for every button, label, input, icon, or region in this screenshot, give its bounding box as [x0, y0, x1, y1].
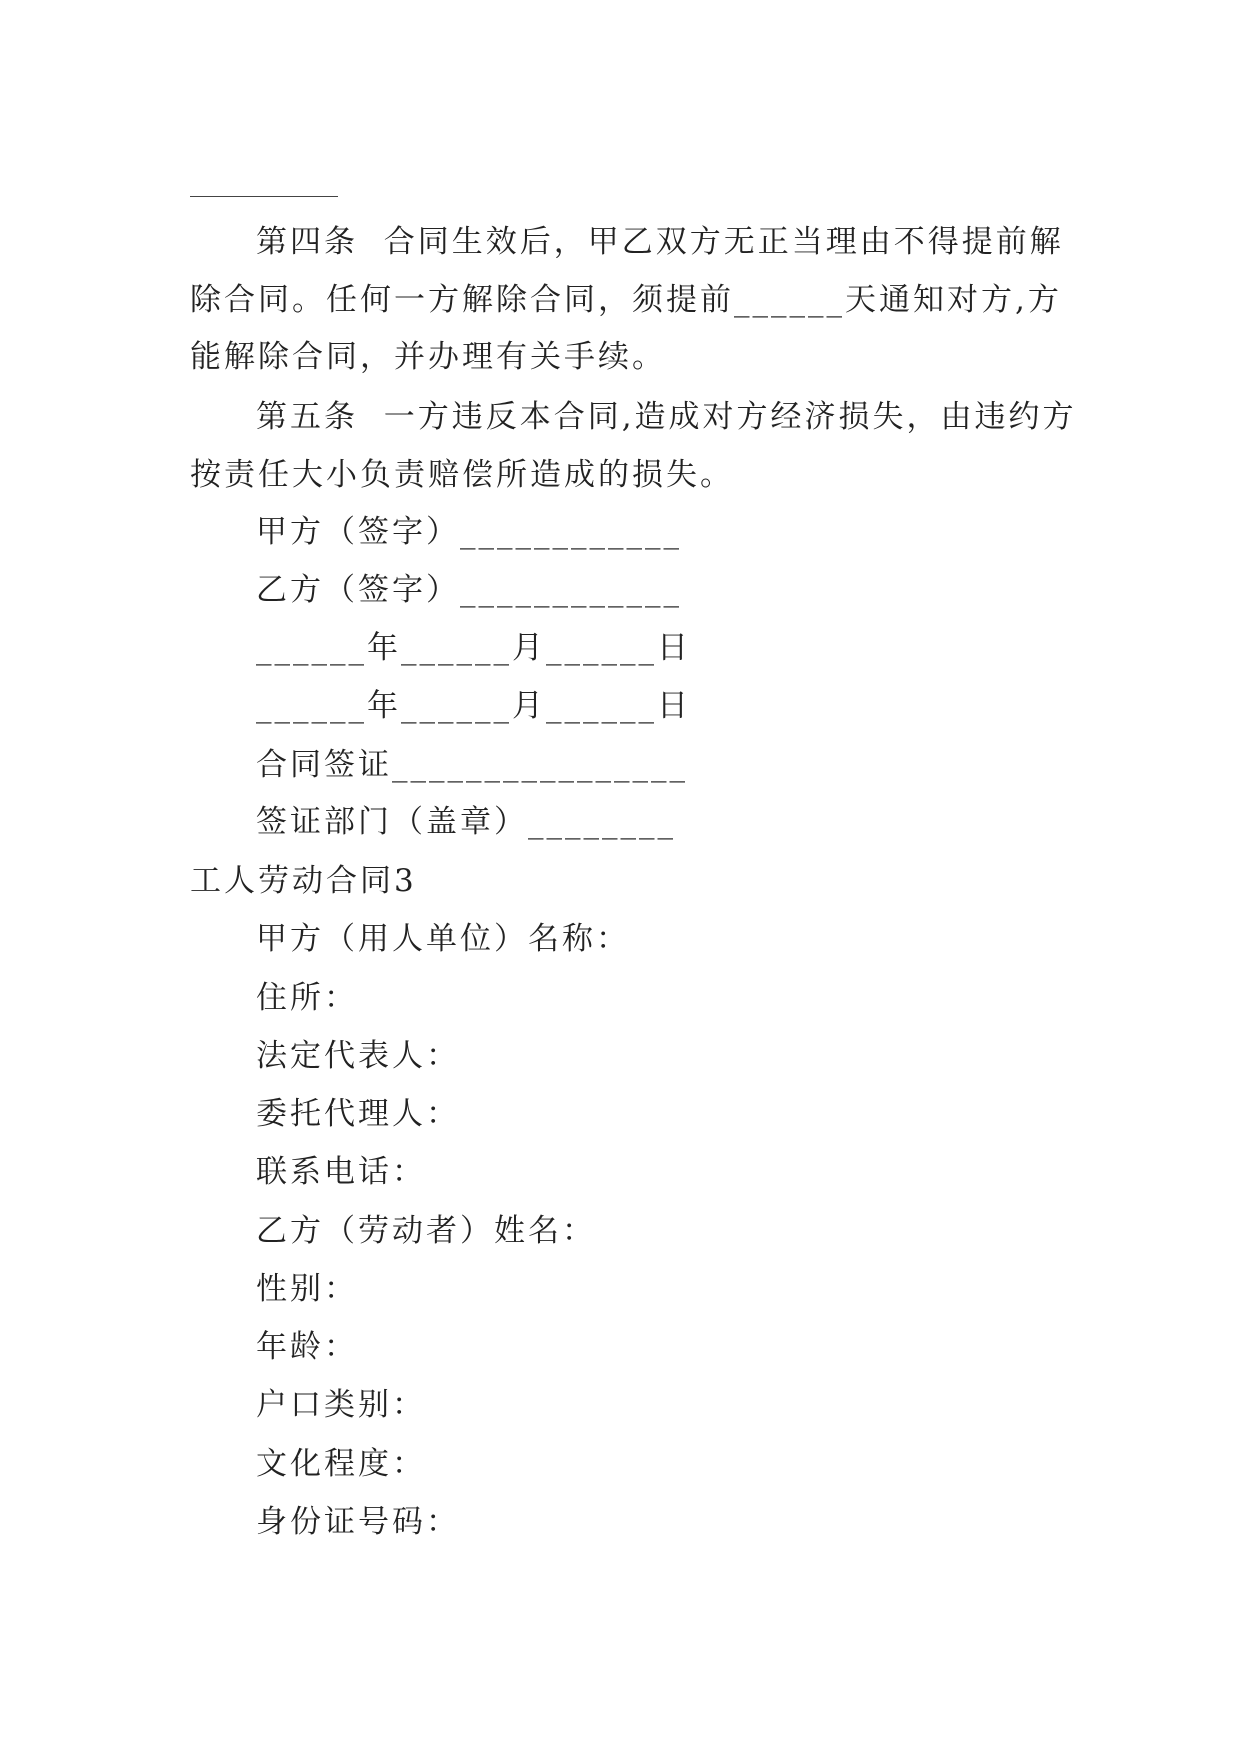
article4-line3: 能解除合同，并办理有关手续。 — [190, 339, 666, 375]
article4-line1: 第四条 合同生效后，甲乙双方无正当理由不得提前解 — [256, 224, 1064, 260]
article4-line2: 除合同。任何一方解除合同，须提前______天通知对方,方 — [190, 282, 1062, 318]
date-line-1: ______年______月______日 — [256, 630, 691, 666]
top-divider-line — [190, 196, 338, 197]
field-employer-name: 甲方（用人单位）名称： — [256, 921, 630, 957]
contract-certification-line: 合同签证________________ — [256, 747, 688, 783]
field-gender: 性别： — [256, 1271, 358, 1307]
field-employee-name: 乙方（劳动者）姓名： — [256, 1213, 596, 1249]
party-b-signature-line: 乙方（签字）____________ — [256, 572, 682, 608]
article5-line1: 第五条 一方违反本合同,造成对方经济损失，由违约方 — [256, 399, 1077, 435]
field-authorized-agent: 委托代理人： — [256, 1096, 460, 1132]
field-household-type: 户口类别： — [256, 1387, 426, 1423]
field-age: 年龄： — [256, 1329, 358, 1365]
field-legal-representative: 法定代表人： — [256, 1038, 460, 1074]
certification-department-seal-line: 签证部门（盖章）________ — [256, 804, 676, 840]
party-a-signature-line: 甲方（签字）____________ — [256, 514, 682, 550]
field-id-number: 身份证号码： — [256, 1504, 460, 1540]
field-education: 文化程度： — [256, 1446, 426, 1482]
article5-line2: 按责任大小负责赔偿所造成的损失。 — [190, 457, 734, 493]
field-address: 住所： — [256, 980, 358, 1016]
field-phone: 联系电话： — [256, 1154, 426, 1190]
section-title: 工人劳动合同3 — [190, 863, 417, 899]
date-line-2: ______年______月______日 — [256, 688, 691, 724]
